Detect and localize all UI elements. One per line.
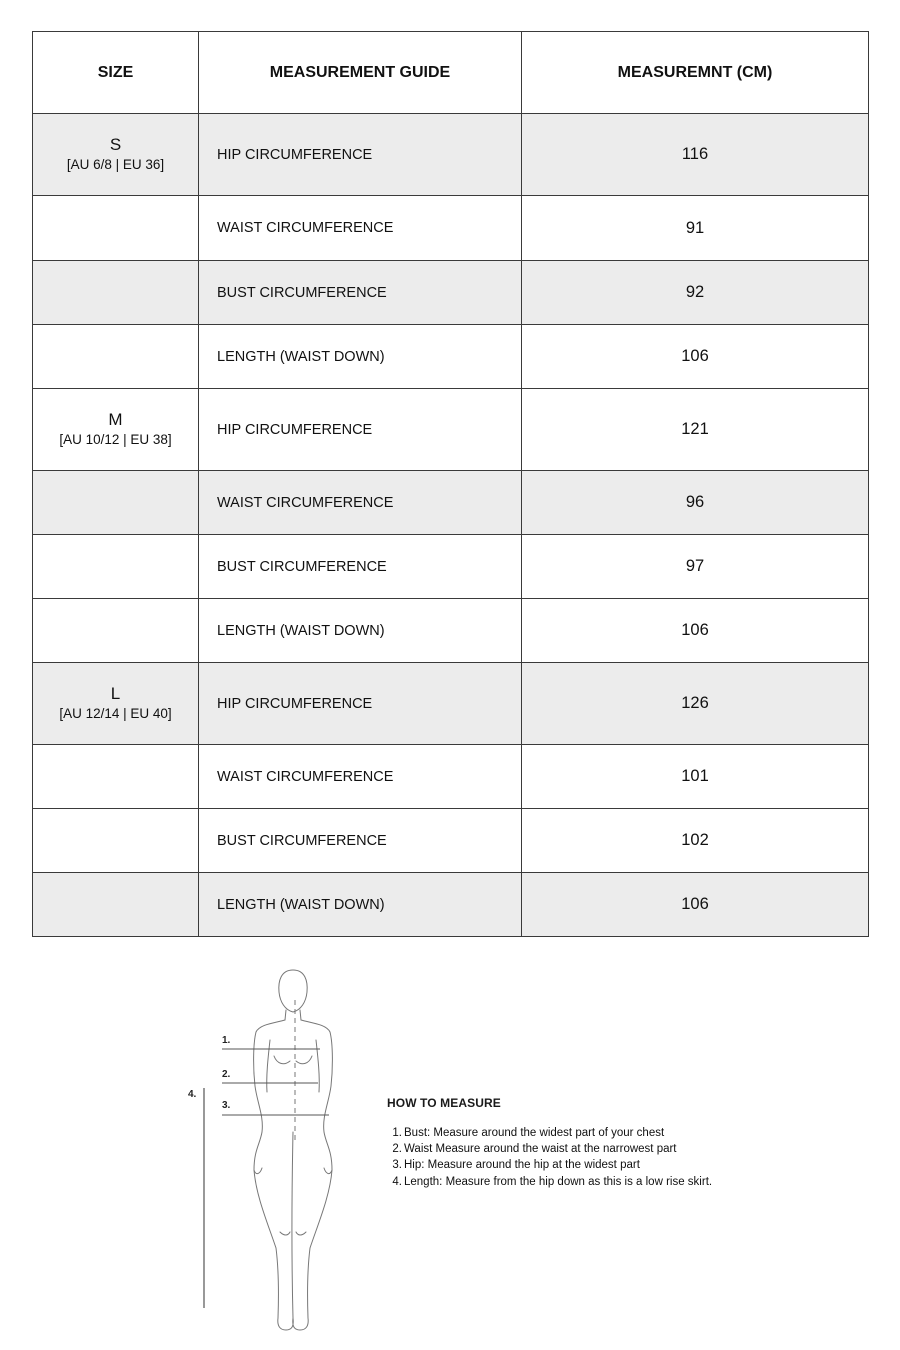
- table-row: [33, 663, 869, 745]
- guide-cell: BUST CIRCUMFERENCE: [199, 535, 522, 599]
- size-chart-table: [32, 31, 869, 937]
- list-item: [387, 1157, 867, 1173]
- size-cell: [33, 325, 199, 389]
- table-row: [33, 114, 869, 196]
- how-to-measure-section: [387, 1096, 867, 1190]
- size-cell: [33, 114, 199, 196]
- guide-cell: LENGTH (WAIST DOWN): [199, 873, 522, 937]
- table-row: [33, 389, 869, 471]
- measure-label-hip: 3.: [222, 1100, 231, 1111]
- table-row: [33, 196, 869, 261]
- list-item: [387, 1125, 867, 1141]
- measure-label-length: 4.: [188, 1089, 197, 1100]
- step-text: Length: Measure from the hip down as this is a low rise skirt.: [404, 1175, 713, 1188]
- size-label: S: [109, 135, 122, 154]
- guide-cell: LENGTH (WAIST DOWN): [199, 599, 522, 663]
- how-to-measure-title: HOW TO MEASURE: [387, 1096, 501, 1110]
- guide-cell: WAIST CIRCUMFERENCE: [199, 745, 522, 809]
- step-number: 2.: [392, 1143, 402, 1156]
- size-cell: [33, 745, 199, 809]
- guide-cell: HIP CIRCUMFERENCE: [199, 389, 522, 471]
- header-size: SIZE: [33, 32, 199, 114]
- guide-cell: LENGTH (WAIST DOWN): [199, 325, 522, 389]
- size-note: [AU 10/12 | EU 38]: [59, 432, 172, 447]
- table-row: [33, 873, 869, 937]
- guide-cell: BUST CIRCUMFERENCE: [199, 809, 522, 873]
- guide-cell: BUST CIRCUMFERENCE: [199, 261, 522, 325]
- step-number: 4.: [392, 1175, 402, 1188]
- table-header-row: [33, 32, 869, 114]
- size-cell: [33, 389, 199, 471]
- size-label: L: [110, 684, 121, 703]
- value-cell: 96: [522, 471, 869, 535]
- step-text: Hip: Measure around the hip at the widest part: [404, 1159, 640, 1172]
- table-row: [33, 325, 869, 389]
- value-cell: 102: [522, 809, 869, 873]
- value-cell: 101: [522, 745, 869, 809]
- size-note: [AU 6/8 | EU 36]: [66, 157, 165, 172]
- table-row: [33, 599, 869, 663]
- size-cell: [33, 261, 199, 325]
- size-cell: [33, 663, 199, 745]
- step-text: Waist Measure around the waist at the narrowest part: [404, 1143, 677, 1156]
- step-number: 3.: [392, 1159, 402, 1172]
- header-measurement-guide: MEASUREMENT GUIDE: [199, 32, 522, 114]
- body-measurement-figure: [180, 960, 360, 1340]
- value-cell: 121: [522, 389, 869, 471]
- value-cell: 106: [522, 325, 869, 389]
- size-cell: [33, 471, 199, 535]
- step-number: 1.: [392, 1127, 402, 1139]
- size-label: M: [108, 410, 123, 429]
- measure-label-bust: 1.: [222, 1035, 231, 1046]
- step-text: Bust: Measure around the widest part of your chest: [404, 1127, 665, 1139]
- size-cell: [33, 196, 199, 261]
- list-item: [387, 1141, 867, 1157]
- guide-cell: HIP CIRCUMFERENCE: [199, 663, 522, 745]
- table-row: [33, 809, 869, 873]
- measure-label-waist: 2.: [222, 1069, 231, 1080]
- table-row: [33, 535, 869, 599]
- how-to-measure-list: [387, 1125, 867, 1190]
- header-measurement-cm: MEASUREMNT (CM): [522, 32, 869, 114]
- size-note: [AU 12/14 | EU 40]: [59, 706, 172, 721]
- size-cell: [33, 873, 199, 937]
- table-row: [33, 471, 869, 535]
- guide-cell: WAIST CIRCUMFERENCE: [199, 471, 522, 535]
- list-item: [387, 1174, 867, 1190]
- guide-cell: WAIST CIRCUMFERENCE: [199, 196, 522, 261]
- value-cell: 97: [522, 535, 869, 599]
- size-cell: [33, 809, 199, 873]
- size-cell: [33, 599, 199, 663]
- value-cell: 91: [522, 196, 869, 261]
- value-cell: 106: [522, 873, 869, 937]
- table-row: [33, 745, 869, 809]
- table-row: [33, 261, 869, 325]
- value-cell: 92: [522, 261, 869, 325]
- value-cell: 106: [522, 599, 869, 663]
- body-silhouette-icon: [180, 960, 360, 1340]
- size-cell: [33, 535, 199, 599]
- value-cell: 116: [522, 114, 869, 196]
- value-cell: 126: [522, 663, 869, 745]
- guide-cell: HIP CIRCUMFERENCE: [199, 114, 522, 196]
